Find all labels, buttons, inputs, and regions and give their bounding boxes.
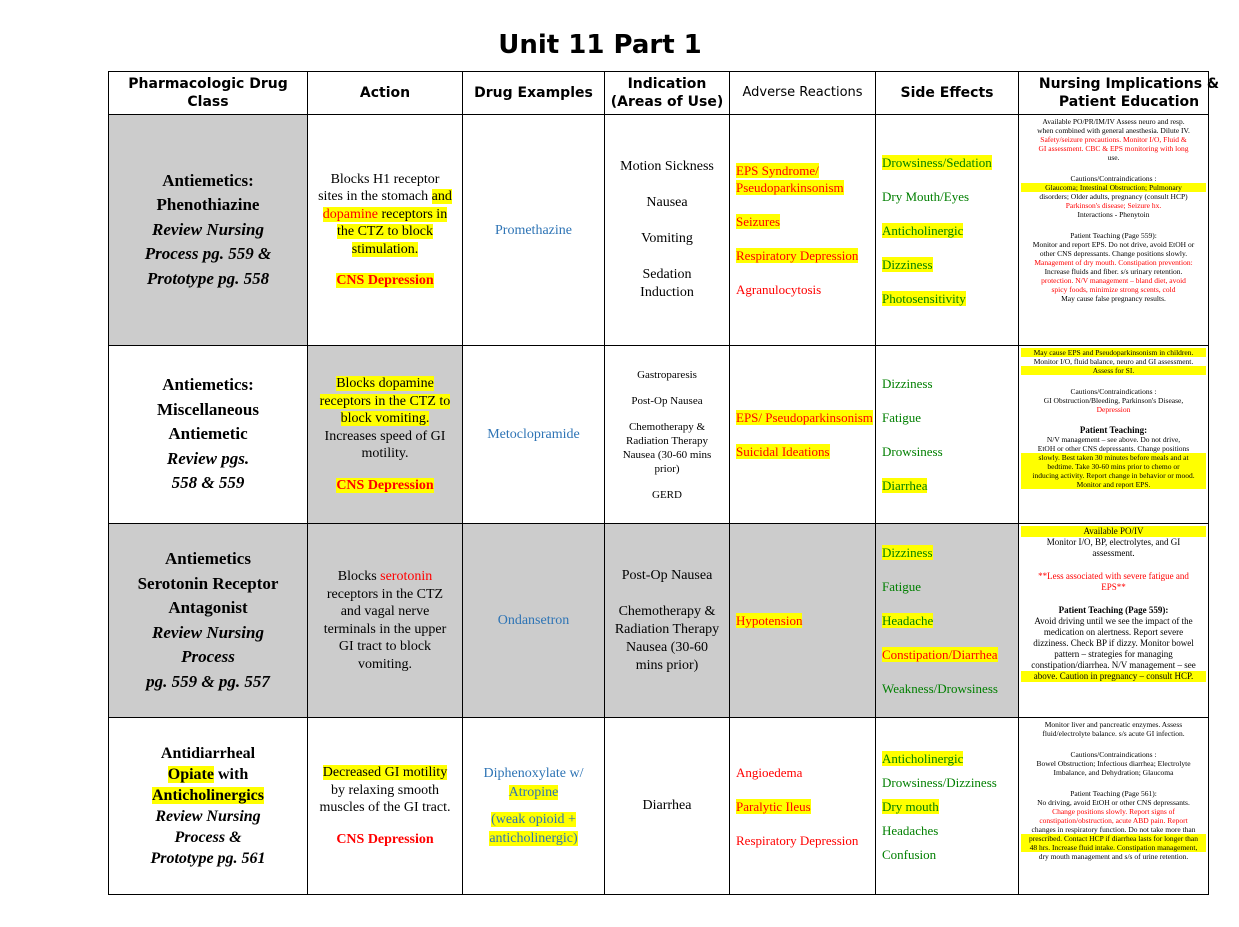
cns-depression-label: CNS Depression — [336, 273, 434, 288]
action-text: Blocks H1 receptor sites in the stomach — [318, 171, 440, 204]
indication-item: Post-Op Nausea — [631, 394, 703, 407]
drug-class-name: Antiemetics: — [162, 375, 254, 395]
action-highlight: Blocks dopamine receptors in the CTZ to block vomiting. — [319, 376, 451, 426]
nursing-line: GI assessment. CBC & EPS monitoring with long — [1038, 144, 1189, 153]
table-row — [109, 346, 1209, 524]
drug-class-name: Antiemetic — [168, 424, 248, 444]
drug-example: Diphenoxylate w/ — [483, 766, 584, 781]
nursing-line: protection. N/V management – bland diet, avoid — [1041, 276, 1186, 285]
drug-example-cell — [463, 718, 605, 895]
adverse-reactions-cell — [730, 115, 876, 346]
review-reference: pg. 559 & pg. 557 — [146, 671, 270, 691]
action-text: and — [431, 189, 452, 204]
side-effect: Fatigue — [882, 579, 921, 594]
review-reference: Process & — [174, 829, 242, 846]
nursing-section — [1021, 720, 1206, 738]
review-reference: Prototype pg. 561 — [150, 850, 266, 867]
indication-item: Chemotherapy & Radiation Therapy Nausea (30-60 mins prior) — [614, 603, 720, 673]
review-reference: Process pg. 559 & — [144, 244, 272, 264]
drug-example: Promethazine — [463, 115, 605, 346]
table-row — [109, 524, 1209, 718]
side-effects-cell — [876, 718, 1019, 895]
nursing-line: GI Obstruction/Bleeding, Parkinson's Disease, — [1043, 396, 1184, 405]
nursing-line: changes in respiratory function. Do not take more than — [1031, 825, 1196, 834]
nursing-line: Safety/seizure precautions. Monitor I/O, Fluid & — [1040, 135, 1187, 144]
action-highlight: Decreased GI motility — [322, 765, 448, 780]
nursing-line: dry mouth management and s/s of urine retention. — [1038, 852, 1189, 861]
action-keyword: dopamine — [322, 206, 378, 222]
adverse-reaction: EPS Syndrome/ Pseudoparkinsonism — [736, 163, 844, 195]
indication-item: Chemotherapy & Radiation Therapy Nausea (30-60 mins prior) — [622, 420, 712, 475]
action-text: receptors in the CTZ and vagal nerve terminals in the upper GI tract to block vomiting. — [323, 586, 447, 672]
indication-item: Gastroparesis — [637, 368, 697, 381]
review-reference: Review pgs. — [166, 448, 250, 468]
nursing-line: dizziness. Check BP if dizzy. Monitor bowel — [1033, 638, 1194, 648]
action-cell — [308, 524, 463, 718]
nursing-line: May cause EPS and Pseudoparkinsonism in children. — [1021, 348, 1206, 357]
side-effect: Headaches — [882, 822, 939, 838]
adverse-reaction: Agranulocytosis — [736, 282, 822, 297]
nursing-line: Available PO/PR/IM/IV Assess neuro and resp. — [1042, 117, 1185, 126]
nursing-section — [1021, 750, 1206, 777]
indication-cell — [605, 718, 730, 895]
nursing-line: Monitor and report EPS. Do not drive, avoid EtOH or — [1032, 240, 1195, 249]
nursing-line: slowly. Best taken 30 minutes before meals and at — [1021, 453, 1206, 462]
side-effect: Drowsiness/Dizziness — [882, 774, 997, 790]
drug-class-name: Antiemetics: — [162, 170, 254, 190]
drug-table — [108, 71, 1220, 895]
nursing-line: Glaucoma; Intestinal Obstruction; Pulmonary — [1021, 183, 1206, 192]
nursing-line: medication on alertness. Report severe — [1043, 627, 1184, 637]
drug-class-name: Antagonist — [168, 598, 248, 617]
header-indication — [605, 72, 730, 115]
nursing-line: pattern – strategies for managing — [1054, 649, 1173, 659]
drug-note: (weak opioid + — [491, 812, 576, 827]
nursing-line: constipation/obstruction, acute ABD pain. Report — [1039, 816, 1188, 825]
nursing-line: fluid/electrolyte balance. s/s acute GI infection. — [1042, 729, 1185, 738]
header-side-effects: Side Effects — [876, 72, 1019, 115]
nursing-line: Patient Teaching (Page 559): — [1058, 605, 1169, 615]
side-effect: Constipation/Diarrhea — [882, 647, 998, 662]
nursing-line: other CNS depressants. Change positions slowly. — [1039, 249, 1188, 258]
nursing-line: use. — [1107, 153, 1120, 162]
nursing-line: assessment. — [1092, 548, 1135, 558]
nursing-line: prescribed. Contact HCP if diarrhea lasts for longer than — [1021, 834, 1206, 843]
drug-class-name: Opiate — [167, 766, 214, 783]
drug-class-name: Antidiarrheal — [160, 745, 256, 762]
nursing-line: Monitor liver and pancreatic enzymes. Assess — [1044, 720, 1183, 729]
adverse-reaction: Seizures — [736, 214, 781, 229]
action-text: by relaxing smooth muscles of the GI tract. — [319, 782, 451, 815]
side-effect: Dry Mouth/Eyes — [882, 188, 970, 204]
side-effect: Dizziness — [882, 256, 933, 272]
action-keyword: serotonin — [380, 569, 433, 584]
side-effect: Confusion — [882, 846, 937, 862]
side-effect: Photosensitivity — [882, 290, 966, 306]
nursing-line: above. Caution in pregnancy – consult HCP. — [1021, 671, 1206, 682]
review-reference: Review Nursing — [155, 808, 261, 825]
nursing-line: spicy foods, minimize strong scents, cold — [1051, 285, 1176, 294]
nursing-line: Cautions/Contraindications : — [1070, 387, 1157, 396]
page-title: Unit 11 Part 1 — [498, 30, 702, 60]
nursing-line: Imbalance, and Dehydration; Glaucoma — [1053, 768, 1174, 777]
side-effects-cell — [876, 115, 1019, 346]
nursing-line: Bowel Obstruction; Infectious diarrhea; Electrolyte — [1036, 759, 1191, 768]
nursing-line: Cautions/Contraindications : — [1070, 174, 1157, 183]
nursing-implications-cell — [1019, 115, 1209, 346]
nursing-line: No driving, avoid EtOH or other CNS depressants. — [1037, 798, 1190, 807]
nursing-line: Patient Teaching (Page 559): — [1070, 231, 1157, 240]
nursing-line: Assess for SI. — [1021, 366, 1206, 375]
nursing-line: Change positions slowly. Report signs of — [1052, 807, 1175, 816]
review-reference: Process — [181, 647, 235, 666]
nursing-section — [1021, 231, 1206, 303]
action-cell — [308, 346, 463, 524]
adverse-reactions-cell — [730, 718, 876, 895]
drug-example: Ondansetron — [463, 524, 605, 718]
nursing-implications-cell — [1019, 524, 1209, 718]
table-row — [109, 115, 1209, 346]
nursing-section — [1021, 426, 1206, 489]
adverse-reactions-cell — [730, 524, 876, 718]
action-text: Blocks — [337, 569, 377, 584]
nursing-line: N/V management – see above. Do not drive, — [1046, 435, 1181, 444]
side-effect: Weakness/Drowsiness — [882, 681, 998, 696]
table-row — [109, 718, 1209, 895]
nursing-section — [1021, 605, 1206, 682]
nursing-line: EPS** — [1101, 582, 1126, 592]
action-text: receptors in the CTZ to block stimulation. — [336, 206, 448, 257]
indication-item: Nausea — [646, 195, 688, 210]
side-effects-cell — [876, 524, 1019, 718]
adverse-reaction: Suicidal Ideations — [736, 444, 830, 459]
drug-class-name: with — [217, 766, 249, 783]
side-effect: Anticholinergic — [882, 750, 964, 766]
side-effects-cell — [876, 346, 1019, 524]
indication-item: Vomiting — [641, 231, 693, 246]
side-effect: Drowsiness — [882, 444, 943, 459]
nursing-line: disorders; Older adults, pregnancy (consult HCP) — [1039, 192, 1188, 201]
drug-class-name: Serotonin Receptor — [137, 573, 279, 593]
drug-example: Atropine — [508, 785, 559, 800]
action-cell — [308, 718, 463, 895]
drug-class-cell — [109, 346, 308, 524]
adverse-reaction: Angioedema — [736, 764, 803, 780]
adverse-reactions-cell — [730, 346, 876, 524]
nursing-line: Parkinson's disease; Seizure hx. — [1065, 201, 1162, 210]
nursing-line: Interactions - Phenytoin — [1077, 210, 1150, 219]
drug-class-name: Phenothiazine — [156, 195, 260, 215]
header-nursing-implications — [1019, 72, 1220, 115]
nursing-line: 48 hrs. Increase fluid intake. Constipation management, — [1021, 843, 1206, 852]
adverse-reaction: Respiratory Depression — [736, 248, 859, 263]
nursing-line: when combined with general anesthesia. Dilute IV. — [1037, 126, 1190, 135]
drug-class-name: Antiemetics — [165, 549, 251, 568]
drug-class-cell — [109, 718, 308, 895]
indication-item: Diarrhea — [642, 798, 692, 813]
nursing-line: Management of dry mouth. Constipation prevention: — [1034, 258, 1193, 267]
adverse-reaction: Hypotension — [736, 613, 803, 628]
side-effect: Headache — [882, 613, 934, 628]
indication-item: Motion Sickness — [620, 159, 714, 174]
indication-cell — [605, 346, 730, 524]
nursing-section — [1021, 571, 1206, 593]
action-cell — [308, 115, 463, 346]
indication-item: Sedation Induction — [640, 267, 694, 300]
nursing-line: May cause false pregnancy results. — [1061, 294, 1166, 303]
cns-depression-label: CNS Depression — [336, 477, 434, 493]
indication-cell — [605, 115, 730, 346]
nursing-line: Monitor I/O, fluid balance, neuro and GI assessment. — [1033, 357, 1194, 366]
nursing-line: inducing activity. Report change in behavior or mood. — [1021, 471, 1206, 480]
nursing-line: Monitor I/O, BP, electrolytes, and GI — [1046, 537, 1181, 547]
side-effect: Drowsiness/Sedation — [882, 154, 992, 170]
side-effect: Diarrhea — [882, 478, 928, 493]
nursing-line: Patient Teaching: — [1079, 425, 1148, 435]
side-effect: Fatigue — [882, 410, 921, 425]
drug-class-cell — [109, 524, 308, 718]
drug-note: anticholinergic) — [489, 831, 578, 846]
drug-class-cell — [109, 115, 308, 346]
nursing-line: Available PO/IV — [1021, 526, 1206, 537]
drug-class-name: Miscellaneous — [157, 399, 259, 419]
nursing-line: constipation/diarrhea. N/V management – see — [1031, 660, 1196, 670]
nursing-line: Cautions/Contraindications : — [1070, 750, 1157, 759]
nursing-line: Patient Teaching (Page 561): — [1070, 789, 1157, 798]
nursing-line: bedtime. Take 30-60 mins prior to chemo or — [1021, 462, 1206, 471]
nursing-section — [1021, 789, 1206, 861]
indication-cell — [605, 524, 730, 718]
nursing-section — [1021, 348, 1206, 375]
header-drug-examples: Drug Examples — [463, 72, 605, 115]
drug-class-name: Anticholinergics — [152, 787, 264, 804]
nursing-implications-cell — [1019, 346, 1209, 524]
review-reference: 558 & 559 — [171, 473, 245, 493]
header-adverse-reactions: Adverse Reactions — [730, 72, 876, 115]
header-nursing-text: Nursing Implications & Patient Education — [1038, 76, 1220, 110]
side-effect: Dry mouth — [882, 798, 939, 814]
adverse-reaction: EPS/ Pseudoparkinsonism — [736, 410, 873, 425]
review-reference: Prototype pg. 558 — [146, 268, 270, 288]
review-reference: Review Nursing — [152, 219, 264, 239]
cns-depression-label: CNS Depression — [336, 831, 434, 847]
action-text: Increases speed of GI motility. — [324, 428, 446, 461]
side-effect: Dizziness — [882, 376, 933, 391]
drug-example: Metoclopramide — [463, 346, 605, 524]
header-row — [109, 72, 1209, 115]
indication-item: Post-Op Nausea — [621, 567, 713, 583]
nursing-line: **Less associated with severe fatigue and — [1038, 571, 1189, 581]
nursing-implications-cell — [1019, 718, 1209, 895]
adverse-reaction: Paralytic Ileus — [736, 798, 811, 814]
nursing-line: EtOH or other CNS depressants. Change positions — [1037, 444, 1190, 453]
header-action: Action — [308, 72, 463, 115]
review-reference: Review Nursing — [152, 622, 264, 642]
header-indication-text: Indication (Areas of Use) — [610, 76, 724, 110]
indication-item: GERD — [652, 488, 682, 501]
nursing-line: Depression — [1096, 405, 1131, 414]
adverse-reaction: Respiratory Depression — [736, 832, 859, 848]
header-drug-class: Pharmacologic Drug Class — [109, 72, 308, 115]
side-effect: Dizziness — [882, 545, 933, 560]
nursing-section — [1021, 117, 1206, 162]
nursing-section — [1021, 526, 1206, 559]
nursing-section — [1021, 174, 1206, 219]
nursing-line: Increase fluids and fiber. s/s urinary retention. — [1044, 267, 1183, 276]
nursing-section — [1021, 387, 1206, 414]
nursing-line: Avoid driving until we see the impact of the — [1034, 616, 1193, 626]
side-effect: Anticholinergic — [882, 222, 964, 238]
nursing-line: Monitor and report EPS. — [1021, 480, 1206, 489]
